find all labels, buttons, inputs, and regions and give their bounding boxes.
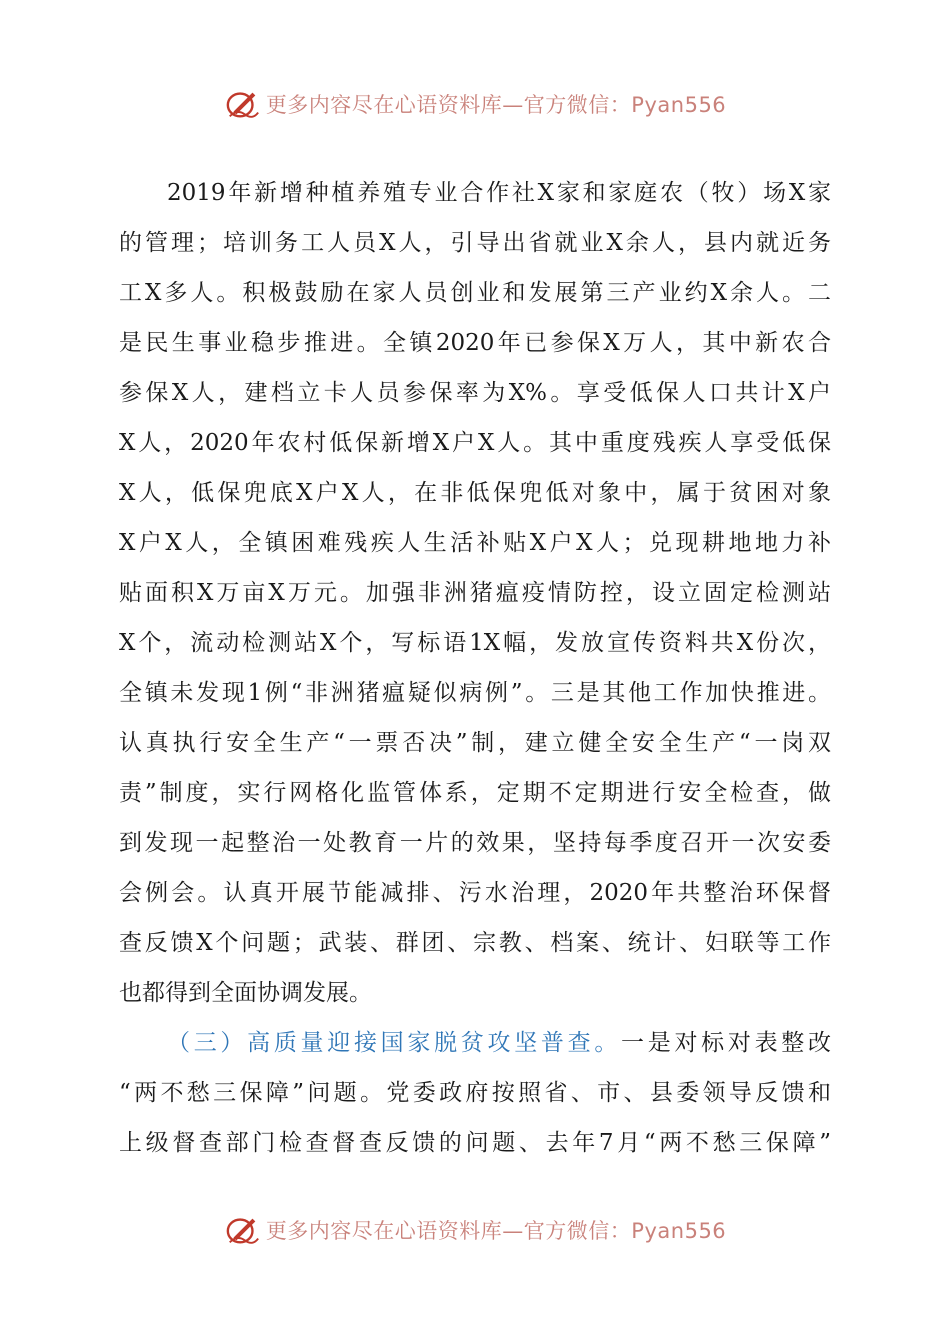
watermark-text: 更多内容尽在心语资料库—官方微信：Pyan556	[265, 1219, 727, 1243]
paragraph-line: “两不愁三保障”问题。党委政府按照省、市、县委领导反馈和	[119, 1080, 831, 1106]
paragraph-line: X个，流动检测站X个，写标语1X幅，发放宣传资料共X份次，	[119, 630, 831, 656]
paragraph-line: X户X人，全镇困难残疾人生活补贴X户X人；兑现耕地地力补	[119, 530, 831, 556]
paragraph-line: 2019年新增种植养殖专业合作社X家和家庭农（牧）场X家	[167, 180, 831, 206]
paragraph-line: 到发现一起整治一处教育一片的效果，坚持每季度召开一次安委	[119, 830, 831, 856]
paragraph-line: 查反馈X个问题；武装、群团、宗教、档案、统计、妇联等工作	[119, 930, 831, 956]
footer-watermark-banner	[0, 1210, 950, 1250]
section-heading-line	[119, 1018, 831, 1068]
paragraph-line: 全镇未发现1例“非洲猪瘟疑似病例”。三是其他工作加快推进。	[119, 680, 831, 706]
watermark-text: 更多内容尽在心语资料库—官方微信：Pyan556	[265, 93, 727, 117]
paragraph-line: X人，2020年农村低保新增X户X人。其中重度残疾人享受低保	[119, 430, 831, 456]
paragraph-line: 上级督查部门检查督查反馈的问题、去年7月“两不愁三保障”	[119, 1130, 831, 1156]
paragraph-line: 是民生事业稳步推进。全镇2020年已参保X万人，其中新农合	[119, 330, 831, 356]
paragraph-line: 工X多人。积极鼓励在家人员创业和发展第三产业约X余人。二	[119, 280, 831, 306]
paragraph-line: 责”制度，实行网格化监管体系，定期不定期进行安全检查，做	[119, 780, 831, 806]
document-body	[119, 168, 831, 1168]
paragraph-line: 会例会。认真开展节能减排、污水治理，2020年共整治环保督	[119, 880, 831, 906]
paragraph-line: 参保X人，建档立卡人员参保率为X%。享受低保人口共计X户	[119, 380, 831, 406]
paragraph-line: X人，低保兜底X户X人，在非低保兜低对象中，属于贫困对象	[119, 480, 831, 506]
paragraph-line: 贴面积X万亩X万元。加强非洲猪瘟疫情防控，设立固定检测站	[119, 580, 831, 606]
paragraph-line: 也都得到全面协调发展。	[119, 980, 372, 1006]
section-text: 一是对标对表整改	[621, 1030, 831, 1056]
paragraph-line: 认真执行安全生产“一票否决”制，建立健全安全生产“一岗双	[119, 730, 831, 756]
header-watermark-banner	[0, 84, 950, 124]
section-heading: （三）高质量迎接国家脱贫攻坚普查。	[167, 1030, 622, 1056]
pen-signature-logo-icon	[224, 86, 262, 122]
pen-signature-logo-icon	[224, 1212, 262, 1248]
paragraph-line: 的管理；培训务工人员X人，引导出省就业X余人，县内就近务	[119, 230, 831, 256]
